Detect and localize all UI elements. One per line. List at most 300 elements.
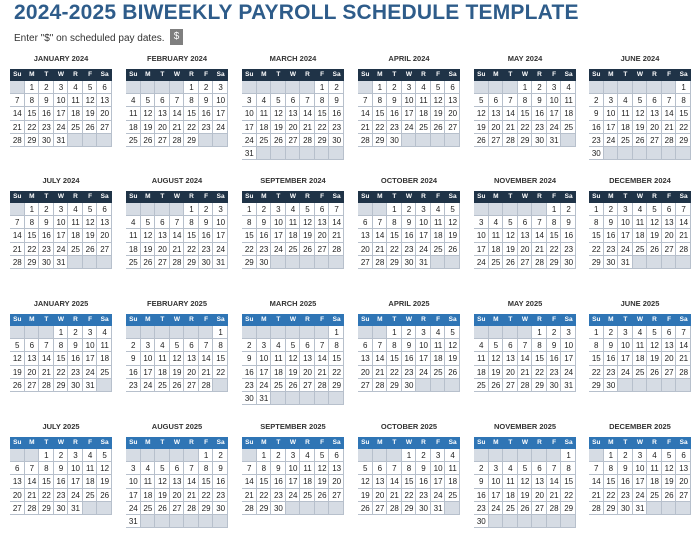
day-cell[interactable]: 7	[170, 216, 185, 229]
day-cell[interactable]: 10	[416, 216, 431, 229]
day-cell[interactable]: 6	[489, 94, 504, 107]
day-cell[interactable]: 5	[315, 449, 330, 462]
day-cell[interactable]: 30	[604, 256, 619, 269]
day-cell[interactable]: 17	[286, 475, 301, 488]
day-cell[interactable]: 24	[633, 489, 648, 502]
day-cell[interactable]: 17	[271, 229, 286, 242]
day-cell[interactable]: 16	[547, 352, 562, 365]
day-cell[interactable]: 20	[445, 107, 460, 120]
day-cell[interactable]: 6	[503, 339, 518, 352]
day-cell[interactable]: 27	[489, 134, 504, 147]
day-cell[interactable]: 15	[213, 352, 228, 365]
day-cell[interactable]: 17	[489, 489, 504, 502]
day-cell[interactable]: 3	[561, 326, 576, 339]
day-cell[interactable]: 14	[676, 339, 691, 352]
day-cell[interactable]: 13	[489, 107, 504, 120]
day-cell[interactable]: 14	[315, 352, 330, 365]
day-cell[interactable]: 28	[199, 379, 214, 392]
day-cell[interactable]: 19	[97, 475, 112, 488]
day-cell[interactable]: 28	[39, 379, 54, 392]
day-cell[interactable]: 20	[662, 229, 677, 242]
day-cell[interactable]: 3	[416, 326, 431, 339]
day-cell[interactable]: 14	[662, 107, 677, 120]
day-cell[interactable]: 26	[445, 243, 460, 256]
day-cell[interactable]: 22	[184, 243, 199, 256]
day-cell[interactable]: 23	[416, 489, 431, 502]
day-cell[interactable]: 22	[532, 366, 547, 379]
day-cell[interactable]: 23	[126, 379, 141, 392]
day-cell[interactable]: 2	[199, 81, 214, 94]
day-cell[interactable]: 18	[633, 352, 648, 365]
day-cell[interactable]: 24	[286, 489, 301, 502]
day-cell[interactable]: 20	[662, 352, 677, 365]
day-cell[interactable]: 23	[54, 489, 69, 502]
day-cell[interactable]: 23	[561, 243, 576, 256]
day-cell[interactable]: 20	[25, 366, 40, 379]
day-cell[interactable]: 8	[676, 94, 691, 107]
day-cell[interactable]: 15	[561, 475, 576, 488]
day-cell[interactable]: 2	[618, 449, 633, 462]
day-cell[interactable]: 23	[199, 121, 214, 134]
day-cell[interactable]: 29	[676, 134, 691, 147]
day-cell[interactable]: 12	[474, 107, 489, 120]
day-cell[interactable]: 17	[126, 489, 141, 502]
day-cell[interactable]: 11	[474, 352, 489, 365]
day-cell[interactable]: 6	[647, 94, 662, 107]
day-cell[interactable]: 31	[416, 256, 431, 269]
day-cell[interactable]: 9	[604, 339, 619, 352]
day-cell[interactable]: 4	[155, 339, 170, 352]
day-cell[interactable]: 9	[213, 462, 228, 475]
day-cell[interactable]: 22	[604, 489, 619, 502]
day-cell[interactable]: 12	[633, 107, 648, 120]
day-cell[interactable]: 13	[10, 475, 25, 488]
day-cell[interactable]: 23	[39, 243, 54, 256]
day-cell[interactable]: 28	[242, 502, 257, 515]
day-cell[interactable]: 22	[25, 243, 40, 256]
day-cell[interactable]: 26	[489, 379, 504, 392]
day-cell[interactable]: 14	[373, 229, 388, 242]
day-cell[interactable]: 24	[54, 121, 69, 134]
day-cell[interactable]: 16	[618, 475, 633, 488]
day-cell[interactable]: 1	[54, 326, 69, 339]
day-cell[interactable]: 22	[184, 121, 199, 134]
day-cell[interactable]: 12	[445, 339, 460, 352]
day-cell[interactable]: 12	[97, 462, 112, 475]
day-cell[interactable]: 30	[39, 256, 54, 269]
day-cell[interactable]: 25	[561, 121, 576, 134]
day-cell[interactable]: 29	[25, 256, 40, 269]
day-cell[interactable]: 29	[561, 502, 576, 515]
day-cell[interactable]: 8	[257, 462, 272, 475]
day-cell[interactable]: 8	[387, 339, 402, 352]
day-cell[interactable]: 26	[358, 502, 373, 515]
day-cell[interactable]: 3	[126, 462, 141, 475]
day-cell[interactable]: 9	[387, 94, 402, 107]
day-cell[interactable]: 5	[647, 326, 662, 339]
day-cell[interactable]: 15	[315, 107, 330, 120]
day-cell[interactable]: 10	[618, 216, 633, 229]
day-cell[interactable]: 26	[647, 366, 662, 379]
day-cell[interactable]: 6	[97, 81, 112, 94]
day-cell[interactable]: 1	[39, 449, 54, 462]
day-cell[interactable]: 19	[141, 121, 156, 134]
day-cell[interactable]: 9	[402, 216, 417, 229]
day-cell[interactable]: 3	[618, 203, 633, 216]
day-cell[interactable]: 31	[213, 256, 228, 269]
day-cell[interactable]: 22	[213, 366, 228, 379]
day-cell[interactable]: 10	[257, 352, 272, 365]
day-cell[interactable]: 6	[532, 462, 547, 475]
day-cell[interactable]: 5	[83, 203, 98, 216]
day-cell[interactable]: 9	[199, 216, 214, 229]
day-cell[interactable]: 23	[68, 366, 83, 379]
day-cell[interactable]: 1	[387, 326, 402, 339]
day-cell[interactable]: 23	[604, 366, 619, 379]
day-cell[interactable]: 8	[532, 339, 547, 352]
day-cell[interactable]: 25	[618, 134, 633, 147]
day-cell[interactable]: 16	[39, 107, 54, 120]
day-cell[interactable]: 20	[315, 229, 330, 242]
day-cell[interactable]: 11	[633, 216, 648, 229]
day-cell[interactable]: 7	[170, 94, 185, 107]
day-cell[interactable]: 4	[416, 81, 431, 94]
day-cell[interactable]: 6	[155, 216, 170, 229]
day-cell[interactable]: 25	[445, 489, 460, 502]
day-cell[interactable]: 22	[54, 366, 69, 379]
day-cell[interactable]: 16	[387, 107, 402, 120]
day-cell[interactable]: 17	[68, 475, 83, 488]
day-cell[interactable]: 6	[676, 449, 691, 462]
day-cell[interactable]: 13	[300, 352, 315, 365]
day-cell[interactable]: 13	[445, 94, 460, 107]
day-cell[interactable]: 18	[286, 229, 301, 242]
day-cell[interactable]: 26	[315, 489, 330, 502]
day-cell[interactable]: 23	[402, 243, 417, 256]
day-cell[interactable]: 9	[39, 216, 54, 229]
day-cell[interactable]: 8	[387, 216, 402, 229]
day-cell[interactable]: 25	[126, 134, 141, 147]
day-cell[interactable]: 5	[431, 81, 446, 94]
day-cell[interactable]: 3	[633, 449, 648, 462]
day-cell[interactable]: 12	[647, 216, 662, 229]
day-cell[interactable]: 17	[416, 229, 431, 242]
day-cell[interactable]: 23	[199, 243, 214, 256]
day-cell[interactable]: 16	[416, 475, 431, 488]
day-cell[interactable]: 6	[170, 462, 185, 475]
day-cell[interactable]: 9	[618, 462, 633, 475]
day-cell[interactable]: 15	[387, 229, 402, 242]
day-cell[interactable]: 14	[358, 107, 373, 120]
day-cell[interactable]: 25	[286, 243, 301, 256]
day-cell[interactable]: 28	[10, 256, 25, 269]
day-cell[interactable]: 17	[416, 352, 431, 365]
day-cell[interactable]: 21	[358, 121, 373, 134]
day-cell[interactable]: 7	[199, 339, 214, 352]
day-cell[interactable]: 16	[213, 475, 228, 488]
day-cell[interactable]: 7	[518, 339, 533, 352]
day-cell[interactable]: 2	[126, 339, 141, 352]
day-cell[interactable]: 14	[300, 107, 315, 120]
day-cell[interactable]: 3	[242, 94, 257, 107]
day-cell[interactable]: 18	[126, 243, 141, 256]
day-cell[interactable]: 10	[604, 107, 619, 120]
day-cell[interactable]: 30	[589, 147, 604, 160]
day-cell[interactable]: 24	[68, 489, 83, 502]
day-cell[interactable]: 26	[83, 243, 98, 256]
day-cell[interactable]: 12	[503, 229, 518, 242]
day-cell[interactable]: 31	[633, 502, 648, 515]
day-cell[interactable]: 1	[373, 81, 388, 94]
day-cell[interactable]: 15	[676, 107, 691, 120]
day-cell[interactable]: 29	[39, 502, 54, 515]
day-cell[interactable]: 17	[213, 229, 228, 242]
day-cell[interactable]: 17	[213, 107, 228, 120]
day-cell[interactable]: 3	[141, 339, 156, 352]
day-cell[interactable]: 1	[561, 449, 576, 462]
day-cell[interactable]: 11	[141, 475, 156, 488]
day-cell[interactable]: 1	[315, 81, 330, 94]
day-cell[interactable]: 6	[315, 203, 330, 216]
day-cell[interactable]: 27	[10, 502, 25, 515]
day-cell[interactable]: 25	[97, 366, 112, 379]
day-cell[interactable]: 30	[416, 502, 431, 515]
day-cell[interactable]: 17	[618, 352, 633, 365]
day-cell[interactable]: 2	[604, 326, 619, 339]
day-cell[interactable]: 2	[589, 94, 604, 107]
day-cell[interactable]: 5	[83, 81, 98, 94]
day-cell[interactable]: 26	[155, 502, 170, 515]
day-cell[interactable]: 21	[300, 121, 315, 134]
day-cell[interactable]: 16	[199, 229, 214, 242]
day-cell[interactable]: 25	[489, 256, 504, 269]
day-cell[interactable]: 5	[10, 339, 25, 352]
day-cell[interactable]: 5	[445, 326, 460, 339]
day-cell[interactable]: 2	[561, 203, 576, 216]
day-cell[interactable]: 6	[445, 81, 460, 94]
day-cell[interactable]: 26	[662, 489, 677, 502]
day-cell[interactable]: 23	[213, 489, 228, 502]
day-cell[interactable]: 27	[315, 243, 330, 256]
day-cell[interactable]: 6	[358, 216, 373, 229]
day-cell[interactable]: 27	[647, 134, 662, 147]
day-cell[interactable]: 2	[547, 326, 562, 339]
day-cell[interactable]: 1	[199, 449, 214, 462]
day-cell[interactable]: 14	[329, 216, 344, 229]
day-cell[interactable]: 2	[604, 203, 619, 216]
day-cell[interactable]: 12	[489, 352, 504, 365]
day-cell[interactable]: 4	[83, 449, 98, 462]
day-cell[interactable]: 13	[155, 107, 170, 120]
day-cell[interactable]: 29	[387, 379, 402, 392]
day-cell[interactable]: 16	[68, 352, 83, 365]
day-cell[interactable]: 17	[141, 366, 156, 379]
day-cell[interactable]: 30	[54, 502, 69, 515]
day-cell[interactable]: 12	[155, 475, 170, 488]
day-cell[interactable]: 9	[242, 352, 257, 365]
day-cell[interactable]: 15	[604, 475, 619, 488]
day-cell[interactable]: 13	[662, 339, 677, 352]
day-cell[interactable]: 22	[387, 243, 402, 256]
day-cell[interactable]: 18	[474, 366, 489, 379]
day-cell[interactable]: 20	[155, 121, 170, 134]
day-cell[interactable]: 15	[518, 107, 533, 120]
day-cell[interactable]: 8	[54, 339, 69, 352]
day-cell[interactable]: 13	[184, 352, 199, 365]
day-cell[interactable]: 4	[271, 339, 286, 352]
day-cell[interactable]: 29	[387, 256, 402, 269]
day-cell[interactable]: 9	[257, 216, 272, 229]
day-cell[interactable]: 5	[518, 462, 533, 475]
day-cell[interactable]: 15	[184, 229, 199, 242]
day-cell[interactable]: 24	[271, 243, 286, 256]
day-cell[interactable]: 24	[402, 121, 417, 134]
day-cell[interactable]: 11	[257, 107, 272, 120]
day-cell[interactable]: 31	[54, 256, 69, 269]
day-cell[interactable]: 12	[315, 462, 330, 475]
day-cell[interactable]: 23	[547, 366, 562, 379]
day-cell[interactable]: 7	[532, 216, 547, 229]
day-cell[interactable]: 10	[431, 462, 446, 475]
day-cell[interactable]: 14	[10, 107, 25, 120]
day-cell[interactable]: 15	[589, 352, 604, 365]
day-cell[interactable]: 11	[83, 462, 98, 475]
day-cell[interactable]: 7	[547, 462, 562, 475]
day-cell[interactable]: 20	[358, 366, 373, 379]
day-cell[interactable]: 4	[561, 81, 576, 94]
day-cell[interactable]: 19	[10, 366, 25, 379]
day-cell[interactable]: 21	[170, 121, 185, 134]
day-cell[interactable]: 9	[561, 216, 576, 229]
day-cell[interactable]: 20	[373, 489, 388, 502]
day-cell[interactable]: 4	[618, 94, 633, 107]
day-cell[interactable]: 17	[561, 352, 576, 365]
day-cell[interactable]: 3	[271, 203, 286, 216]
day-cell[interactable]: 11	[286, 216, 301, 229]
day-cell[interactable]: 5	[141, 94, 156, 107]
day-cell[interactable]: 7	[589, 462, 604, 475]
day-cell[interactable]: 21	[373, 243, 388, 256]
day-cell[interactable]: 3	[547, 81, 562, 94]
day-cell[interactable]: 4	[126, 94, 141, 107]
day-cell[interactable]: 20	[184, 366, 199, 379]
day-cell[interactable]: 18	[431, 352, 446, 365]
day-cell[interactable]: 30	[68, 379, 83, 392]
day-cell[interactable]: 28	[518, 379, 533, 392]
day-cell[interactable]: 31	[257, 392, 272, 405]
day-cell[interactable]: 4	[633, 326, 648, 339]
day-cell[interactable]: 21	[662, 121, 677, 134]
day-cell[interactable]: 30	[532, 134, 547, 147]
day-cell[interactable]: 19	[155, 489, 170, 502]
day-cell[interactable]: 3	[402, 81, 417, 94]
day-cell[interactable]: 25	[257, 134, 272, 147]
day-cell[interactable]: 31	[561, 379, 576, 392]
day-cell[interactable]: 13	[286, 107, 301, 120]
day-cell[interactable]: 2	[257, 203, 272, 216]
day-cell[interactable]: 1	[25, 203, 40, 216]
day-cell[interactable]: 8	[184, 94, 199, 107]
day-cell[interactable]: 1	[402, 449, 417, 462]
day-cell[interactable]: 20	[518, 243, 533, 256]
day-cell[interactable]: 8	[561, 462, 576, 475]
day-cell[interactable]: 22	[242, 243, 257, 256]
day-cell[interactable]: 31	[547, 134, 562, 147]
day-cell[interactable]: 12	[170, 352, 185, 365]
day-cell[interactable]: 19	[474, 121, 489, 134]
day-cell[interactable]: 10	[416, 339, 431, 352]
day-cell[interactable]: 9	[416, 462, 431, 475]
day-cell[interactable]: 22	[387, 366, 402, 379]
day-cell[interactable]: 14	[387, 475, 402, 488]
day-cell[interactable]: 29	[184, 134, 199, 147]
day-cell[interactable]: 14	[532, 229, 547, 242]
day-cell[interactable]: 16	[126, 366, 141, 379]
day-cell[interactable]: 2	[329, 81, 344, 94]
day-cell[interactable]: 31	[618, 256, 633, 269]
day-cell[interactable]: 27	[503, 379, 518, 392]
day-cell[interactable]: 15	[373, 107, 388, 120]
day-cell[interactable]: 18	[633, 229, 648, 242]
day-cell[interactable]: 19	[83, 107, 98, 120]
day-cell[interactable]: 11	[416, 94, 431, 107]
day-cell[interactable]: 17	[604, 121, 619, 134]
day-cell[interactable]: 26	[503, 256, 518, 269]
day-cell[interactable]: 16	[402, 229, 417, 242]
day-cell[interactable]: 14	[170, 107, 185, 120]
day-cell[interactable]: 8	[184, 216, 199, 229]
day-cell[interactable]: 21	[373, 366, 388, 379]
day-cell[interactable]: 11	[68, 216, 83, 229]
day-cell[interactable]: 29	[589, 256, 604, 269]
day-cell[interactable]: 18	[561, 107, 576, 120]
day-cell[interactable]: 12	[141, 107, 156, 120]
day-cell[interactable]: 25	[300, 489, 315, 502]
day-cell[interactable]: 30	[271, 502, 286, 515]
day-cell[interactable]: 18	[431, 229, 446, 242]
day-cell[interactable]: 8	[213, 339, 228, 352]
day-cell[interactable]: 12	[141, 229, 156, 242]
day-cell[interactable]: 21	[39, 366, 54, 379]
day-cell[interactable]: 7	[184, 462, 199, 475]
day-cell[interactable]: 28	[184, 502, 199, 515]
day-cell[interactable]: 28	[373, 379, 388, 392]
day-cell[interactable]: 8	[604, 462, 619, 475]
day-cell[interactable]: 15	[242, 229, 257, 242]
day-cell[interactable]: 22	[39, 489, 54, 502]
day-cell[interactable]: 4	[489, 216, 504, 229]
day-cell[interactable]: 28	[358, 134, 373, 147]
day-cell[interactable]: 2	[402, 326, 417, 339]
day-cell[interactable]: 15	[25, 229, 40, 242]
day-cell[interactable]: 8	[25, 94, 40, 107]
day-cell[interactable]: 13	[647, 107, 662, 120]
day-cell[interactable]: 21	[10, 243, 25, 256]
day-cell[interactable]: 6	[184, 339, 199, 352]
day-cell[interactable]: 22	[25, 121, 40, 134]
day-cell[interactable]: 7	[10, 216, 25, 229]
day-cell[interactable]: 16	[54, 475, 69, 488]
day-cell[interactable]: 7	[387, 462, 402, 475]
day-cell[interactable]: 5	[358, 462, 373, 475]
day-cell[interactable]: 18	[489, 243, 504, 256]
day-cell[interactable]: 3	[416, 203, 431, 216]
day-cell[interactable]: 25	[155, 379, 170, 392]
day-cell[interactable]: 30	[402, 379, 417, 392]
day-cell[interactable]: 28	[387, 502, 402, 515]
day-cell[interactable]: 17	[242, 121, 257, 134]
day-cell[interactable]: 17	[431, 475, 446, 488]
